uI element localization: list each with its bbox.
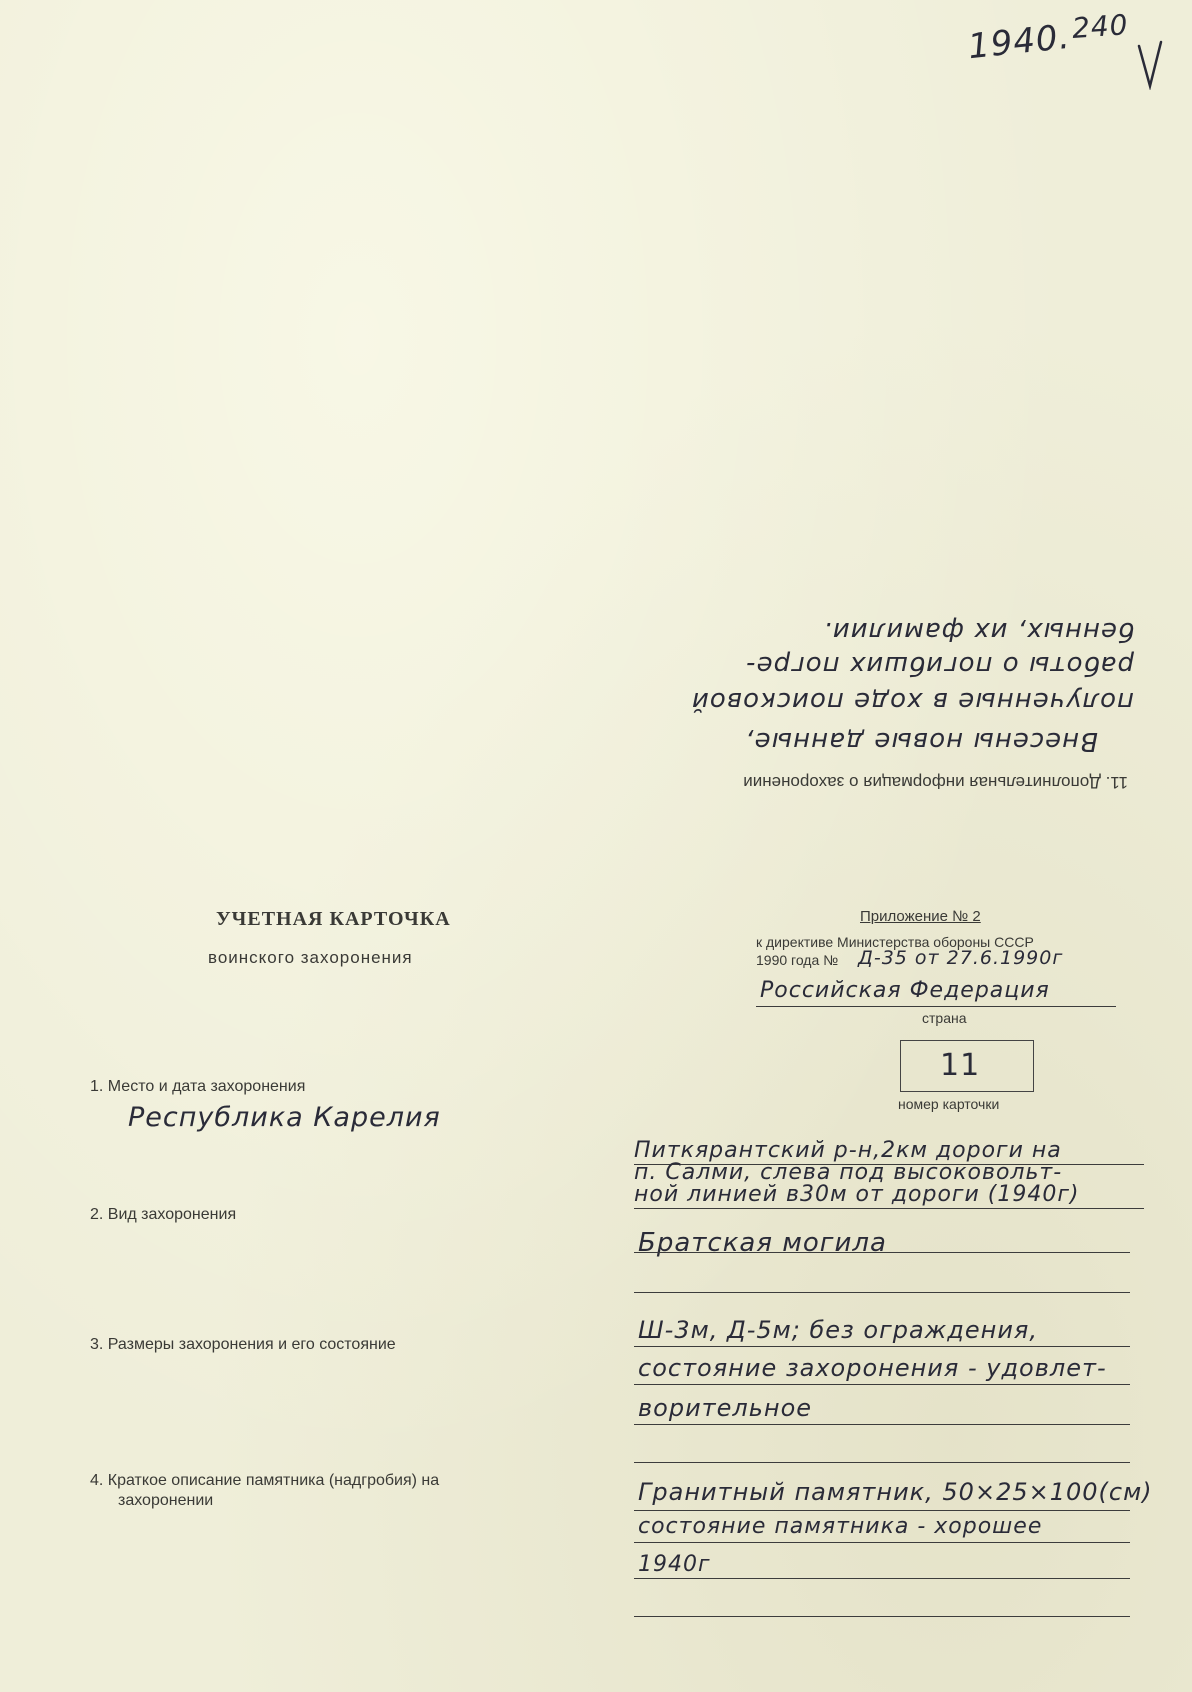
- directive-year-prefix: 1990 года №: [756, 952, 839, 968]
- card-subtitle: воинского захоронения: [208, 948, 413, 967]
- card-number-value: 11: [940, 1048, 981, 1083]
- field-3-label: 3. Размеры захоронения и его состояние: [90, 1336, 396, 1353]
- field-1-label: 1. Место и дата захоронения: [90, 1078, 306, 1095]
- field-4-value-line-2: состояние памятника - хорошее: [638, 1514, 1043, 1539]
- field-3-value-line-3: ворительное: [638, 1394, 813, 1422]
- additional-info-line-3: работы о погибших погре-: [745, 650, 1134, 680]
- directive-number: Д-35 от 27.6.1990г: [858, 947, 1064, 969]
- corner-year: 1940.: [966, 16, 1073, 68]
- field-3-underline-1: [634, 1346, 1130, 1347]
- field-3-value-line-2: состояние захоронения - удовлет-: [638, 1354, 1107, 1382]
- field-4-underline-2: [634, 1542, 1130, 1543]
- additional-info-line-2: полученные в ходе поисковой: [690, 686, 1134, 716]
- field-4-value-line-1: Гранитный памятник, 50×25×100(см): [638, 1478, 1153, 1506]
- field-1-value: Республика Карелия: [128, 1102, 441, 1133]
- card-title: УЧЕТНАЯ КАРТОЧКА: [216, 908, 451, 930]
- country-value: Российская Федерация: [760, 978, 1050, 1003]
- additional-info-section: [640, 616, 1140, 800]
- field-2-underline-1: [634, 1252, 1130, 1253]
- country-underline: [756, 1006, 1116, 1007]
- field-1-detail-line-2: п. Салми, слева под высоковольт-: [634, 1160, 1063, 1185]
- field-2-label: 2. Вид захоронения: [90, 1206, 237, 1223]
- field-4-value-line-3: 1940г: [638, 1552, 711, 1577]
- field-2-underline-2: [634, 1292, 1130, 1293]
- check-mark-icon: [1136, 40, 1164, 90]
- field-3-underline-4: [634, 1462, 1130, 1463]
- field-3-underline-2: [634, 1384, 1130, 1385]
- field-1-detail-line-1: Питкярантский р-н,2км дороги на: [634, 1138, 1062, 1163]
- field-4-underline-4: [634, 1616, 1130, 1617]
- field-4-underline-1: [634, 1510, 1130, 1511]
- additional-info-line-4: бенных, их фамилии.: [822, 616, 1134, 646]
- field-1-detail-underline-3: [634, 1208, 1144, 1209]
- field-4-label-line-1: 4. Краткое описание памятника (надгробия) на: [90, 1472, 440, 1489]
- field-3-underline-3: [634, 1424, 1130, 1425]
- additional-info-label: 11. Дополнительная информация о захоронении: [743, 773, 1128, 792]
- directive-label: к директиве Министерства обороны СССР: [756, 934, 1034, 950]
- country-label: страна: [922, 1010, 967, 1026]
- field-4-underline-3: [634, 1578, 1130, 1579]
- card-number-label: номер карточки: [898, 1096, 1000, 1112]
- field-2-value: Братская могила: [638, 1228, 887, 1258]
- corner-number: 240: [1070, 8, 1130, 45]
- additional-info-line-1: Внесены новые данные,: [744, 726, 1098, 756]
- appendix-label: Приложение № 2: [860, 908, 981, 925]
- field-3-value-line-1: Ш-3м, Д-5м; без ограждения,: [638, 1316, 1038, 1344]
- field-4-label-line-2: захоронении: [118, 1492, 214, 1509]
- field-1-detail-line-3: ной линией в30м от дороги (1940г): [634, 1182, 1080, 1207]
